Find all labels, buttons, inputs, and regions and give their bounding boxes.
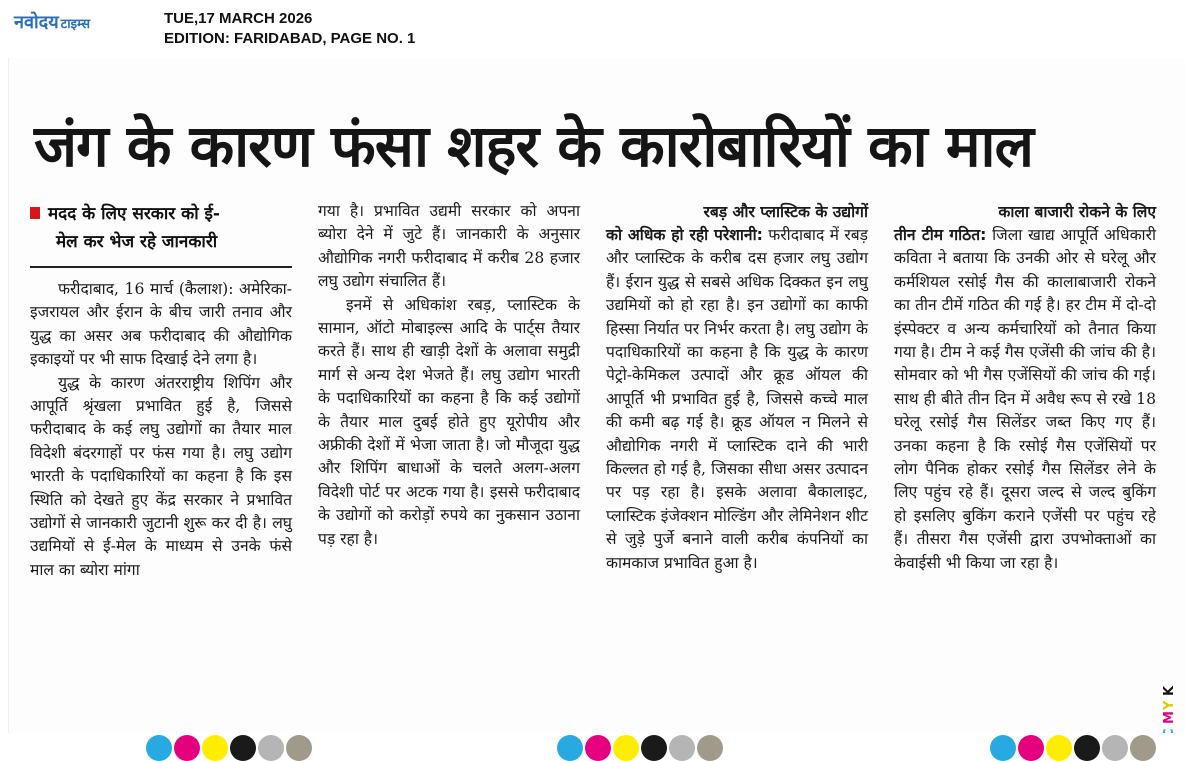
red-square-icon (30, 207, 40, 219)
column-4-lead-line-2: तीन टीम गठित: (894, 226, 987, 244)
column-3-lead-line-2: को अधिक हो रही परेशानी: (606, 226, 763, 244)
column-3-lead-line-1: रबड़ और प्लास्टिक के उद्योगों (703, 203, 868, 221)
subhead-line-2: मेल कर भेज रहे जानकारी (56, 232, 218, 252)
registration-dot (585, 735, 611, 761)
logo-sub-text: टाइम्स (60, 17, 90, 32)
column-2-paragraph-2: इनमें से अधिकांश रबड़, प्लास्टिक के सामान, ऑटो मोबाइल्स आदि के पार्ट्स तैयार करते हैं। साथ ही खाड़ी देशों के अलावा समुद्री मार्ग से अन्य देश भेजते हैं। लघु उद्योग भारती के पदाधिकारियों का कहना है कि कई उद्योगों के तैयार माल दुबई होते हुए यूरोपीय और अफ्रीकी देशों में भेजा जाता है। जो मौजूदा युद्ध और शिपिंग बाधाओं के चलते अलग-अलग विदेशी पोर्ट पर अटक गया है। इससे फरीदाबाद के उद्योगों को करोड़ों रुपये का नुकसान उठाना पड़ रहा है। (318, 295, 580, 548)
registration-dot (1018, 735, 1044, 761)
registration-dot (1046, 735, 1072, 761)
article-column-4 (894, 200, 1156, 575)
column-3-body: फरीदाबाद में रबड़ और प्लास्टिक के करीब दस हजार लघु उद्योग हैं। ईरान युद्ध से सबसे अधिक दिक्कत इन लघु उद्यमियों को हो रहा है। इन उद्योगों का काफी हिस्सा निर्यात पर निर्भर करता है। लघु उद्योग के पदाधिकारियों का कहना है कि युद्ध के कारण पेट्रो-केमिकल उत्पादों और क्रूड ऑयल की आपूर्ति भी प्रभावित हुई है, जिससे कच्चे माल की कमी बढ़ गई है। क्रूड ऑयल न मिलने से औद्योगिक नगरी में प्लास्टिक दाने की भारी किल्लत हो गई है, जिसका सीधा असर उत्पादन पर पड़ रहा है। इसके अलावा बैकालाइट, प्लास्टिक इंजेक्शन मोल्डिंग और लेमिनेशन शीट से जुड़े पुर्जे बनाने वाली करीब कंपनियों का कामकाज प्रभावित हुआ है। (606, 226, 868, 572)
article-column-2 (318, 200, 580, 551)
cmyk-y: Y (1162, 700, 1177, 710)
registration-dot (1130, 735, 1156, 761)
cmyk-print-mark (1162, 620, 1180, 740)
registration-dot (202, 735, 228, 761)
registration-dot (1102, 735, 1128, 761)
registration-dot (258, 735, 284, 761)
registration-dot (557, 735, 583, 761)
column-1-paragraph-2: युद्ध के कारण अंतरराष्ट्रीय शिपिंग और आपूर्ति श्रृंखला प्रभावित हुई है, जिससे फरीदाबाद के कई लघु उद्योगों का तैयार माल विदेशी बंदरगाहों पर फंस गया है। लघु उद्योग भारती के पदाधिकारियों का कहना है कि इस स्थिति को देखते हुए केंद्र सरकार ने प्रभावित उद्योगों से जानकारी जुटानी शुरू कर दी है। लघु उद्यमियों से ई-मेल के माध्यम से उनके फंसे माल का ब्योरा मांगा (30, 373, 292, 579)
edition-name: EDITION: FARIDABAD, PAGE NO. 1 (164, 30, 416, 47)
registration-dot (174, 735, 200, 761)
column-4-body: जिला खाद्य आपूर्ति अधिकारी कविता ने बताया कि उनकी ओर से घरेलू और कर्मशियल रसोई गैस की कालाबाजारी रोकने का तीन टीमें गठित की गई है। हर टीम में दो-दो इंस्पेक्टर व अन्य कर्मचारियों को तैनात किया गया है। टीम ने कई गैस एजेंसी की जांच की है। सोमवार को भी गैस एजेंसियों की जांच की गई। साथ ही बीते तीन दिन में अवैध रूप से रखे 18 घरेलू रसोई गैस सिलेंडर जब्त किए गए हैं। उनका कहना है कि रसोई गैस एजेंसियों पर लोग पैनिक होकर रसोई गैस सिलेंडर लेने के लिए पहुंच रहे हैं। दूसरा जल्द से जल्द बुकिंग हो इसलिए बुकिंग कराने एजेंसी पर पहुंच रहे हैं। तीसरा गैस एजेंसी द्वारा उपभोक्ताओं का केवाईसी भी किया जा रहा है। (894, 226, 1157, 572)
registration-dot (990, 735, 1016, 761)
article-column-1 (30, 200, 292, 582)
column-4-lead-line-1: काला बाजारी रोकने के लिए (998, 203, 1156, 221)
newspaper-logo[interactable] (14, 10, 90, 34)
article-headline: जंग के कारण फंसा शहर के कारोबारियों का माल (34, 112, 1033, 180)
edition-info (164, 9, 415, 49)
registration-dot (613, 735, 639, 761)
page-gutter (0, 58, 9, 749)
article-column-3 (606, 200, 868, 575)
registration-dot (146, 735, 172, 761)
registration-dot (230, 735, 256, 761)
cmyk-m: M (1162, 711, 1177, 724)
column-2-paragraph-1: गया है। प्रभावित उद्यमी सरकार को अपना ब्योरा देने में जुटे हैं। जानकारी के अनुसार औद्योगिक नगरी फरीदाबाद में करीब 28 हजार लघु उद्योग संचालित हैं। (318, 202, 580, 291)
masthead-bar (0, 0, 1186, 59)
logo-main-text: नवोदय (14, 12, 59, 33)
registration-dot (669, 735, 695, 761)
registration-dot (286, 735, 312, 761)
edition-date: TUE,17 MARCH 2026 (164, 10, 313, 27)
newspaper-page (0, 58, 1186, 749)
cmyk-k: K (1162, 685, 1177, 696)
registration-dot (697, 735, 723, 761)
subhead-line-1: मदद के लिए सरकार को ई- (48, 204, 220, 224)
column-1-paragraph-1: फरीदाबाद, 16 मार्च (कैलाश): अमेरिका-इजरायल और ईरान के बीच जारी तनाव और युद्ध का असर अब फरीदाबाद की औद्योगिक इकाइयों पर भी साफ दिखाई देने लगा है। (30, 280, 292, 369)
article-subhead (30, 200, 292, 268)
registration-dot (641, 735, 667, 761)
registration-dot (1074, 735, 1100, 761)
